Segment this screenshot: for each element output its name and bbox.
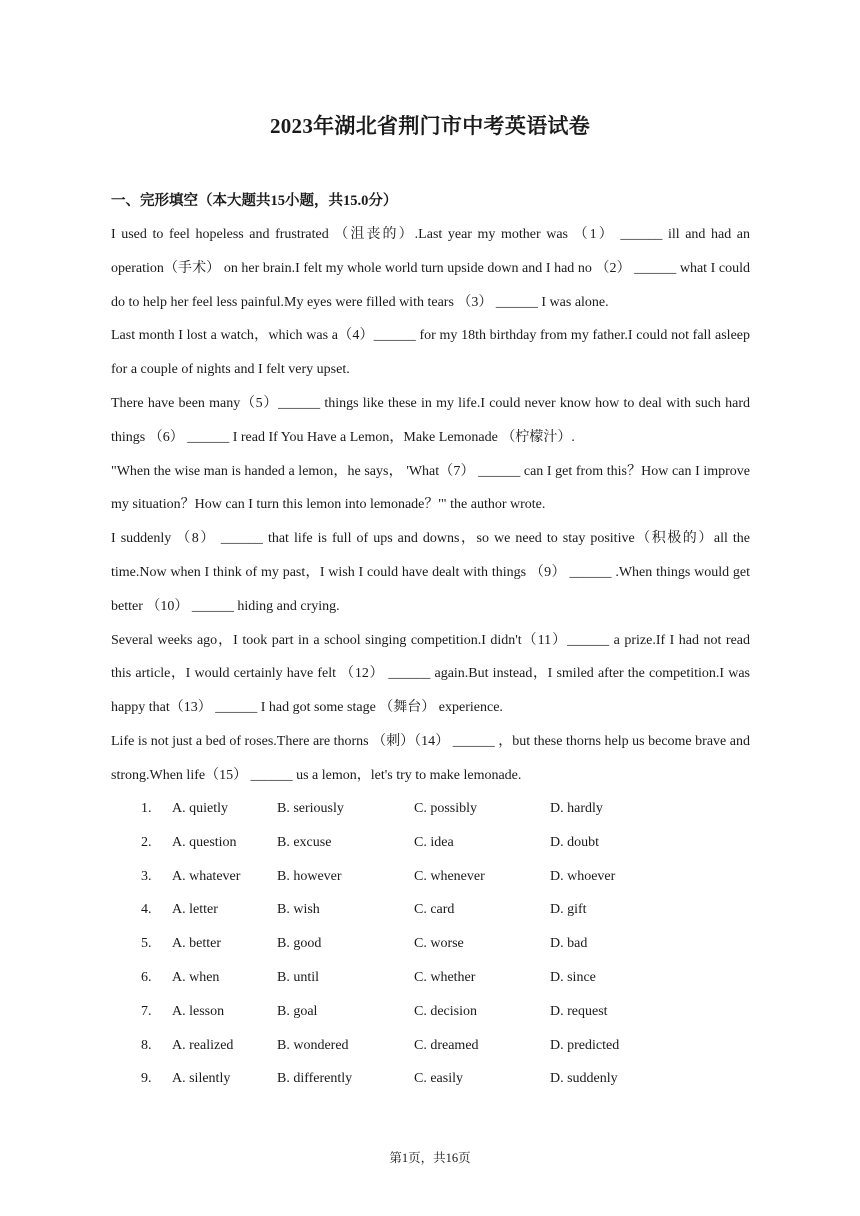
option-a: A. better <box>172 936 221 952</box>
passage-paragraph: "When the wise man is handed a lemon，he says， 'What（7） ______ can I get from this？How can I improve my situation？How can I turn this lemon into lemonade？'" the author wrote. <box>111 463 750 513</box>
option-a: A. lesson <box>172 1003 225 1019</box>
question-row <box>111 826 750 860</box>
option-c: C. whenever <box>414 868 485 884</box>
option-b: B. until <box>277 969 320 985</box>
question-number: 4. <box>141 902 152 918</box>
question-row <box>111 792 750 826</box>
option-d: D. predicted <box>550 1037 620 1053</box>
option-c: C. possibly <box>414 801 478 816</box>
page-footer: 第1页，共16页 <box>389 1151 471 1165</box>
question-options <box>111 792 750 1096</box>
option-d: D. whoever <box>550 868 616 884</box>
option-a: A. question <box>172 834 237 850</box>
question-row <box>111 893 750 927</box>
question-number: 2. <box>141 834 152 850</box>
question-number: 5. <box>141 936 152 952</box>
question-row <box>111 860 750 894</box>
question-row <box>111 961 750 995</box>
option-b: B. seriously <box>277 801 344 816</box>
option-b: B. wondered <box>277 1037 349 1053</box>
question-number: 7. <box>141 1003 152 1019</box>
passage-paragraph: I used to feel hopeless and frustrated （沮丧的）.Last year my mother was （1） ______ ill and had an operation（手术） on her brain.I felt my whole world turn upside down and I had no （2） ______ what I could do to help her feel less painful.My eyes were filled with tears （3） ______ I was alone. <box>111 227 750 310</box>
question-number: 8. <box>141 1037 152 1053</box>
question-row <box>111 1029 750 1063</box>
option-b: B. however <box>277 868 342 884</box>
option-c: C. dreamed <box>414 1037 479 1053</box>
option-a: A. quietly <box>172 801 228 816</box>
question-row <box>111 995 750 1029</box>
option-c: C. whether <box>414 969 476 985</box>
passage-paragraph: There have been many（5）______ things like these in my life.I could never know how to deal with such hard things （6） ______ I read If You Have a Lemon，Make Lemonade （柠檬汁）. <box>111 395 750 445</box>
option-b: B. excuse <box>277 834 332 850</box>
option-c: C. card <box>414 902 455 918</box>
question-number: 9. <box>141 1071 152 1087</box>
option-a: A. letter <box>172 902 218 918</box>
question-number: 6. <box>141 969 152 985</box>
option-b: B. wish <box>277 902 320 918</box>
option-d: D. since <box>550 969 596 985</box>
question-number: 1. <box>141 801 152 816</box>
option-d: D. doubt <box>550 834 599 850</box>
option-d: D. gift <box>550 902 587 918</box>
option-d: D. bad <box>550 936 588 952</box>
page-title: 2023年湖北省荆门市中考英语试卷 <box>269 114 591 138</box>
option-c: C. idea <box>414 834 454 850</box>
option-d: D. hardly <box>550 801 603 816</box>
option-d: D. request <box>550 1003 608 1019</box>
option-c: C. decision <box>414 1003 477 1019</box>
option-a: A. realized <box>172 1037 234 1053</box>
option-a: A. when <box>172 969 220 985</box>
question-number: 3. <box>141 868 152 884</box>
option-b: B. goal <box>277 1003 318 1019</box>
passage-paragraph: Several weeks ago，I took part in a school singing competition.I didn't（11）______ a prize.If I had not read this article，I would certainly have felt （12） ______ again.But instead，I smiled after the competition.I was happy that（13） ______ I had got some stage （舞台） experience. <box>111 632 750 716</box>
passage-paragraph: Life is not just a bed of roses.There are thorns （刺）（14） ______ ，but these thorns help us become brave and strong.When life（15） ______ us a lemon，let's try to make lemonade. <box>111 733 750 783</box>
question-row <box>111 1062 750 1096</box>
option-a: A. whatever <box>172 868 241 884</box>
option-c: C. easily <box>414 1071 463 1087</box>
passage-paragraph: I suddenly （8） ______ that life is full of ups and downs，so we need to stay positive（积极的）all the time.Now when I think of my past，I wish I could have dealt with things （9） ______ .When things would get better （10） ______ hiding and crying. <box>111 531 750 614</box>
section-heading: 一、完形填空（本大题共15小题，共15.0分） <box>111 193 398 209</box>
option-a: A. silently <box>172 1071 231 1087</box>
passage-paragraph: Last month I lost a watch，which was a（4）______ for my 18th birthday from my father.I could not fall asleep for a couple of nights and I felt very upset. <box>111 328 750 378</box>
option-d: D. suddenly <box>550 1071 618 1087</box>
option-b: B. differently <box>277 1071 353 1087</box>
question-row <box>111 927 750 961</box>
option-c: C. worse <box>414 936 464 952</box>
cloze-passage <box>111 218 750 793</box>
option-b: B. good <box>277 936 322 952</box>
